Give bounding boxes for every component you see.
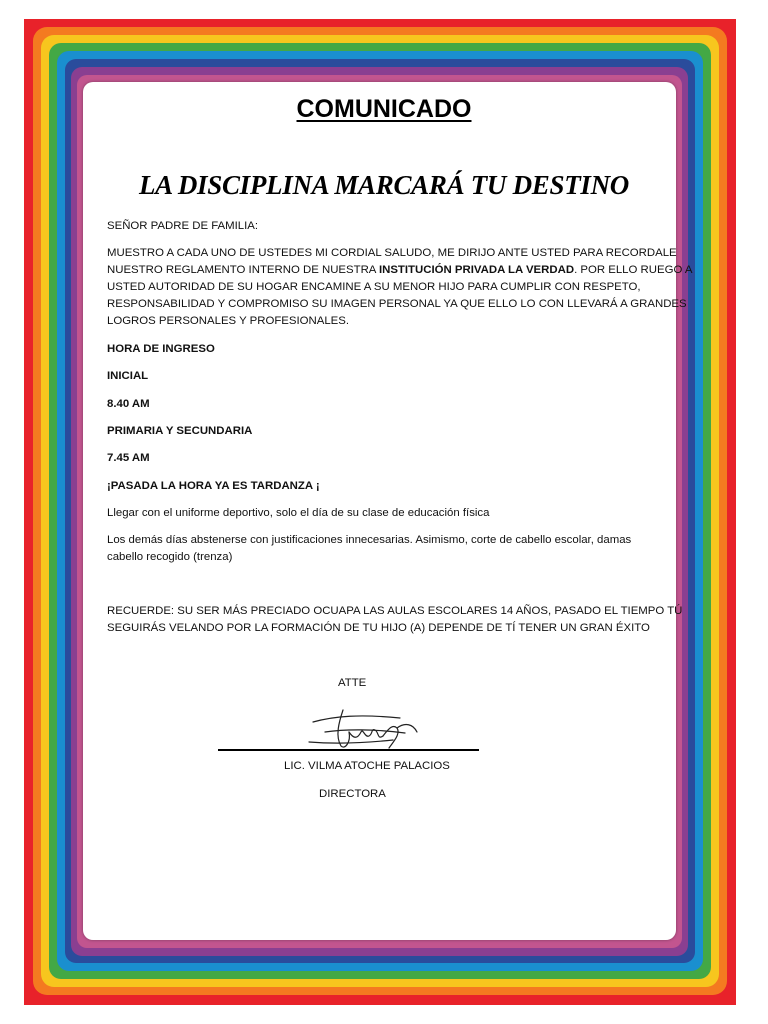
greeting: SEÑOR PADRE DE FAMILIA: (107, 220, 259, 232)
body-line-2-post: . POR ELLO RUEGO A (574, 264, 693, 276)
reminder-line-2: SEGUIRÁS VELANDO POR LA FORMACIÓN DE TU HIJO (A) DEPENDE DE TÍ TENER UN GRAN ÉXITO (107, 622, 650, 634)
institution-name: INSTITUCIÓN PRIVADA LA VERDAD (378, 264, 575, 276)
tardiness-warning: ¡PASADA LA HORA YA ES TARDANZA ¡ (107, 480, 320, 492)
signer-role: DIRECTORA (319, 788, 386, 800)
other-rule-line-2: cabello recogido (trenza) (107, 551, 233, 563)
handwritten-signature (305, 702, 425, 754)
body-line-3: USTED AUTORIDAD DE SU HOGAR ENCAMINE A SU MENOR HIJO PARA CUMPLIR CON RESPETO, (107, 281, 641, 293)
other-rule-line-1: Los demás días abstenerse con justificaciones innecesarias. Asimismo, corte de cabello escolar, damas (107, 534, 632, 546)
body-line-5: LOGROS PERSONALES Y PROFESIONALES. (107, 315, 350, 327)
uniform-rule: Llegar con el uniforme deportivo, solo el día de su clase de educación física (107, 507, 490, 519)
schedule-heading: HORA DE INGRESO (107, 343, 215, 355)
schedule-level-inicial: INICIAL (107, 370, 149, 382)
signer-name: LIC. VILMA ATOCHE PALACIOS (284, 760, 450, 772)
signature-line (218, 749, 479, 751)
closing-atte: ATTE (338, 677, 367, 689)
body-line-2-pre: NUESTRO REGLAMENTO INTERNO DE NUESTRA (107, 264, 379, 276)
document-title: COMUNICADO (296, 95, 472, 123)
schedule-time-inicial: 8.40 AM (107, 398, 150, 410)
body-line-4: RESPONSABILIDAD Y COMPROMISO SU IMAGEN PERSONAL YA QUE ELLO LO CON LLEVARÁ A GRANDES (107, 298, 687, 310)
body-line-1: MUESTRO A CADA UNO DE USTEDES MI CORDIAL SALUDO, ME DIRIJO ANTE USTED PARA RECORDALE (107, 247, 677, 259)
reminder-line-1: RECUERDE: SU SER MÁS PRECIADO OCUAPA LAS AULAS ESCOLARES 14 AÑOS, PASADO EL TIEMPO TÚ (107, 605, 683, 617)
document-subtitle: LA DISCIPLINA MARCARÁ TU DESTINO (138, 170, 630, 200)
schedule-time-primaria: 7.45 AM (107, 452, 150, 464)
schedule-level-primaria: PRIMARIA Y SECUNDARIA (107, 425, 253, 437)
body-line-2 (107, 262, 692, 279)
